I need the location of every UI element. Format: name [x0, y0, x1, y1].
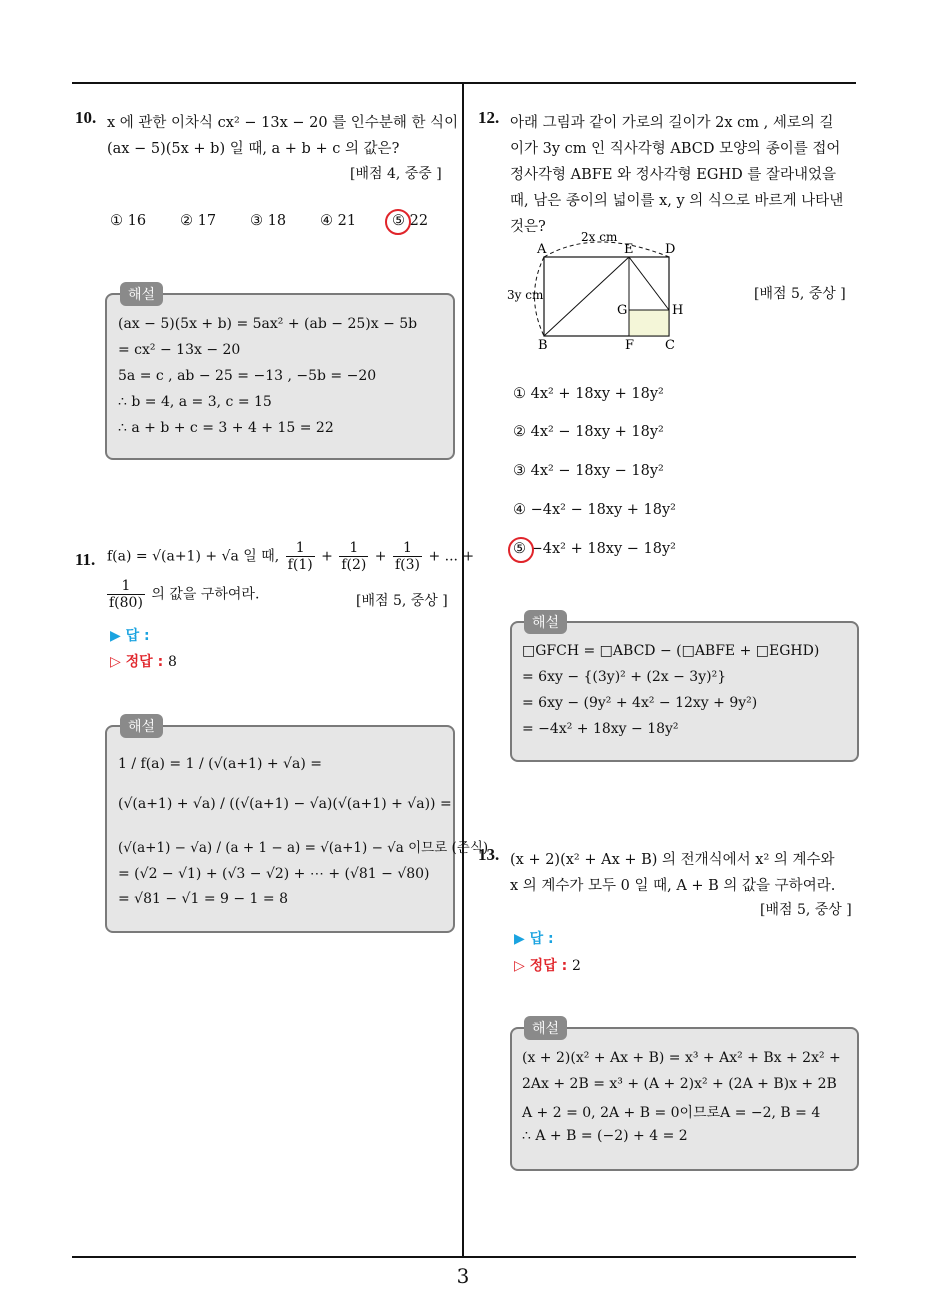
correct-answer: [514, 955, 581, 975]
point-label-C: C: [665, 338, 675, 353]
score-label: [배점 5, 중상 ]: [760, 902, 852, 918]
explanation-line: ∴ b = 4, a = 3, c = 15: [118, 394, 272, 410]
choice-2[interactable]: ② 4x² − 18xy + 18y²: [513, 424, 664, 440]
bottom-rule: [72, 1256, 856, 1258]
explanation-tab: 해설: [120, 714, 163, 738]
choice-1[interactable]: ① 4x² + 18xy + 18y²: [513, 386, 664, 402]
figure-side-label: 3y cm: [507, 288, 544, 302]
answer-mark-circle: [508, 537, 534, 563]
explanation-line: = cx² − 13x − 20: [118, 342, 241, 358]
question-number: 11.: [75, 550, 96, 569]
explanation-line: ∴ a + b + c = 3 + 4 + 15 = 22: [118, 420, 334, 436]
page-number: 3: [456, 1264, 470, 1288]
question-text-line2: (ax − 5)(5x + b) 일 때, a + b + c 의 값은?: [107, 141, 400, 157]
question-text-line: 아래 그림과 같이 가로의 길이가 2x cm , 세로의 길: [510, 115, 834, 131]
choice-3[interactable]: ③ 4x² − 18xy − 18y²: [513, 463, 664, 479]
answer-label[interactable]: ▶ 답 :: [514, 931, 554, 947]
question-text-line1: x 에 관한 이차식 cx² − 13x − 20 를 인수분해 한 식이: [107, 115, 459, 131]
point-label-E: E: [624, 242, 634, 257]
score-label: [배점 5, 중상 ]: [754, 286, 846, 302]
explanation-box: [510, 1027, 859, 1171]
point-label-F: F: [625, 338, 635, 353]
question-tail-text: 의 값을 구하여라.: [151, 586, 260, 603]
explanation-line: = √81 − √1 = 9 − 1 = 8: [118, 891, 288, 907]
correct-answer-label: ▷ 정답 :: [110, 654, 164, 670]
fraction: $\frac{1}{f(3)}$: [394, 540, 420, 573]
choice-5[interactable]: ⑤ 22: [392, 213, 429, 229]
fraction: $\frac{1}{f(1)}$: [287, 540, 313, 573]
explanation-line: A + 2 = 0, 2A + B = 0이므로A = −2, B = 4: [522, 1105, 821, 1121]
point-label-G: G: [617, 303, 628, 318]
point-label-H: H: [672, 303, 684, 318]
question-lead: f(a) = √(a+1) + √a 일 때,: [107, 548, 280, 565]
explanation-line: = 6xy − {(3y)² + (2x − 3y)²}: [522, 669, 727, 685]
top-rule: [72, 82, 856, 84]
explanation-line: (√(a+1) − √a) / (a + 1 − a) = √(a+1) − √a 이므로 (준식): [118, 840, 489, 856]
explanation-line: □GFCH = □ABCD − (□ABFE + □EGHD): [522, 643, 820, 659]
fraction: $\frac{1}{f(80)}$: [109, 578, 143, 611]
explanation-tab: 해설: [120, 282, 163, 306]
point-label-D: D: [665, 242, 676, 257]
question-text-line1: (x + 2)(x² + Ax + B) 의 전개식에서 x² 의 계수와: [510, 852, 835, 868]
explanation-line: (x + 2)(x² + Ax + B) = x³ + Ax² + Bx + 2x² +: [522, 1050, 841, 1066]
explanation-line: = 6xy − (9y² + 4x² − 12xy + 9y²): [522, 695, 758, 711]
choice-2[interactable]: ② 17: [180, 213, 217, 229]
correct-answer-value: 8: [168, 654, 177, 670]
correct-answer: [110, 651, 177, 671]
question-text-line: 정사각형 ABFE 와 정사각형 EGHD 를 잘라내었을: [510, 167, 836, 183]
explanation-line: (√(a+1) + √a) / ((√(a+1) − √a)(√(a+1) + √a)) =: [118, 796, 452, 812]
explanation-line: = −4x² + 18xy − 18y²: [522, 721, 679, 737]
point-label-B: B: [538, 338, 548, 353]
rectangle-figure: [505, 232, 705, 354]
fraction: $\frac{1}{f(2)}$: [341, 540, 367, 573]
question-text-line: 이가 3y cm 인 직사각형 ABCD 모양의 종이를 접어: [510, 141, 841, 157]
explanation-line: ∴ A + B = (−2) + 4 = 2: [522, 1128, 688, 1144]
explanation-line: = (√2 − √1) + (√3 − √2) + ⋯ + (√81 − √80): [118, 866, 430, 882]
explanation-line: 5a = c , ab − 25 = −13 , −5b = −20: [118, 368, 377, 384]
explanation-tab: 해설: [524, 610, 567, 634]
answer-mark-circle: [385, 209, 411, 235]
explanation-line: 2Ax + 2B = x³ + (A + 2)x² + (2A + B)x + 2B: [522, 1076, 837, 1092]
explanation-line: (ax − 5)(5x + b) = 5ax² + (ab − 25)x − 5b: [118, 316, 418, 332]
choice-4[interactable]: ④ −4x² − 18xy + 18y²: [513, 502, 676, 518]
correct-answer-value: 2: [572, 958, 581, 974]
explanation-tab: 해설: [524, 1016, 567, 1040]
question-number: 12.: [478, 108, 500, 127]
figure-top-label: 2x cm: [581, 232, 618, 244]
question-text-line2: [105, 578, 259, 611]
correct-answer-label: ▷ 정답 :: [514, 958, 568, 974]
choice-1[interactable]: ① 16: [110, 213, 147, 229]
question-tail: + ... +: [428, 548, 475, 565]
question-text-line: 것은?: [510, 219, 546, 235]
explanation-line: 1 / f(a) = 1 / (√(a+1) + √a) =: [118, 756, 322, 772]
question-text-line2: x 의 계수가 모두 0 일 때, A + B 의 값을 구하여라.: [510, 878, 836, 894]
question-text-line: 때, 남은 종이의 넓이를 x, y 의 식으로 바르게 나타낸: [510, 193, 844, 209]
choice-4[interactable]: ④ 21: [320, 213, 357, 229]
answer-label[interactable]: ▶ 답 :: [110, 628, 150, 644]
choice-3[interactable]: ③ 18: [250, 213, 287, 229]
point-label-A: A: [537, 242, 547, 257]
question-text-line1: f(a) = √(a+1) + √a 일 때, $\frac{1}{f(1)}$ + $\frac{1}{f(2)}$ + $\frac{1}{f(3)}$ + ... +: [107, 540, 475, 573]
choice-5[interactable]: ⑤ −4x² + 18xy − 18y²: [513, 541, 676, 557]
question-number: 10.: [75, 108, 97, 127]
score-label: [배점 5, 중상 ]: [356, 593, 448, 609]
column-divider: [462, 82, 464, 1258]
question-number: 13.: [478, 845, 500, 864]
score-label: [배점 4, 중중 ]: [350, 166, 442, 182]
